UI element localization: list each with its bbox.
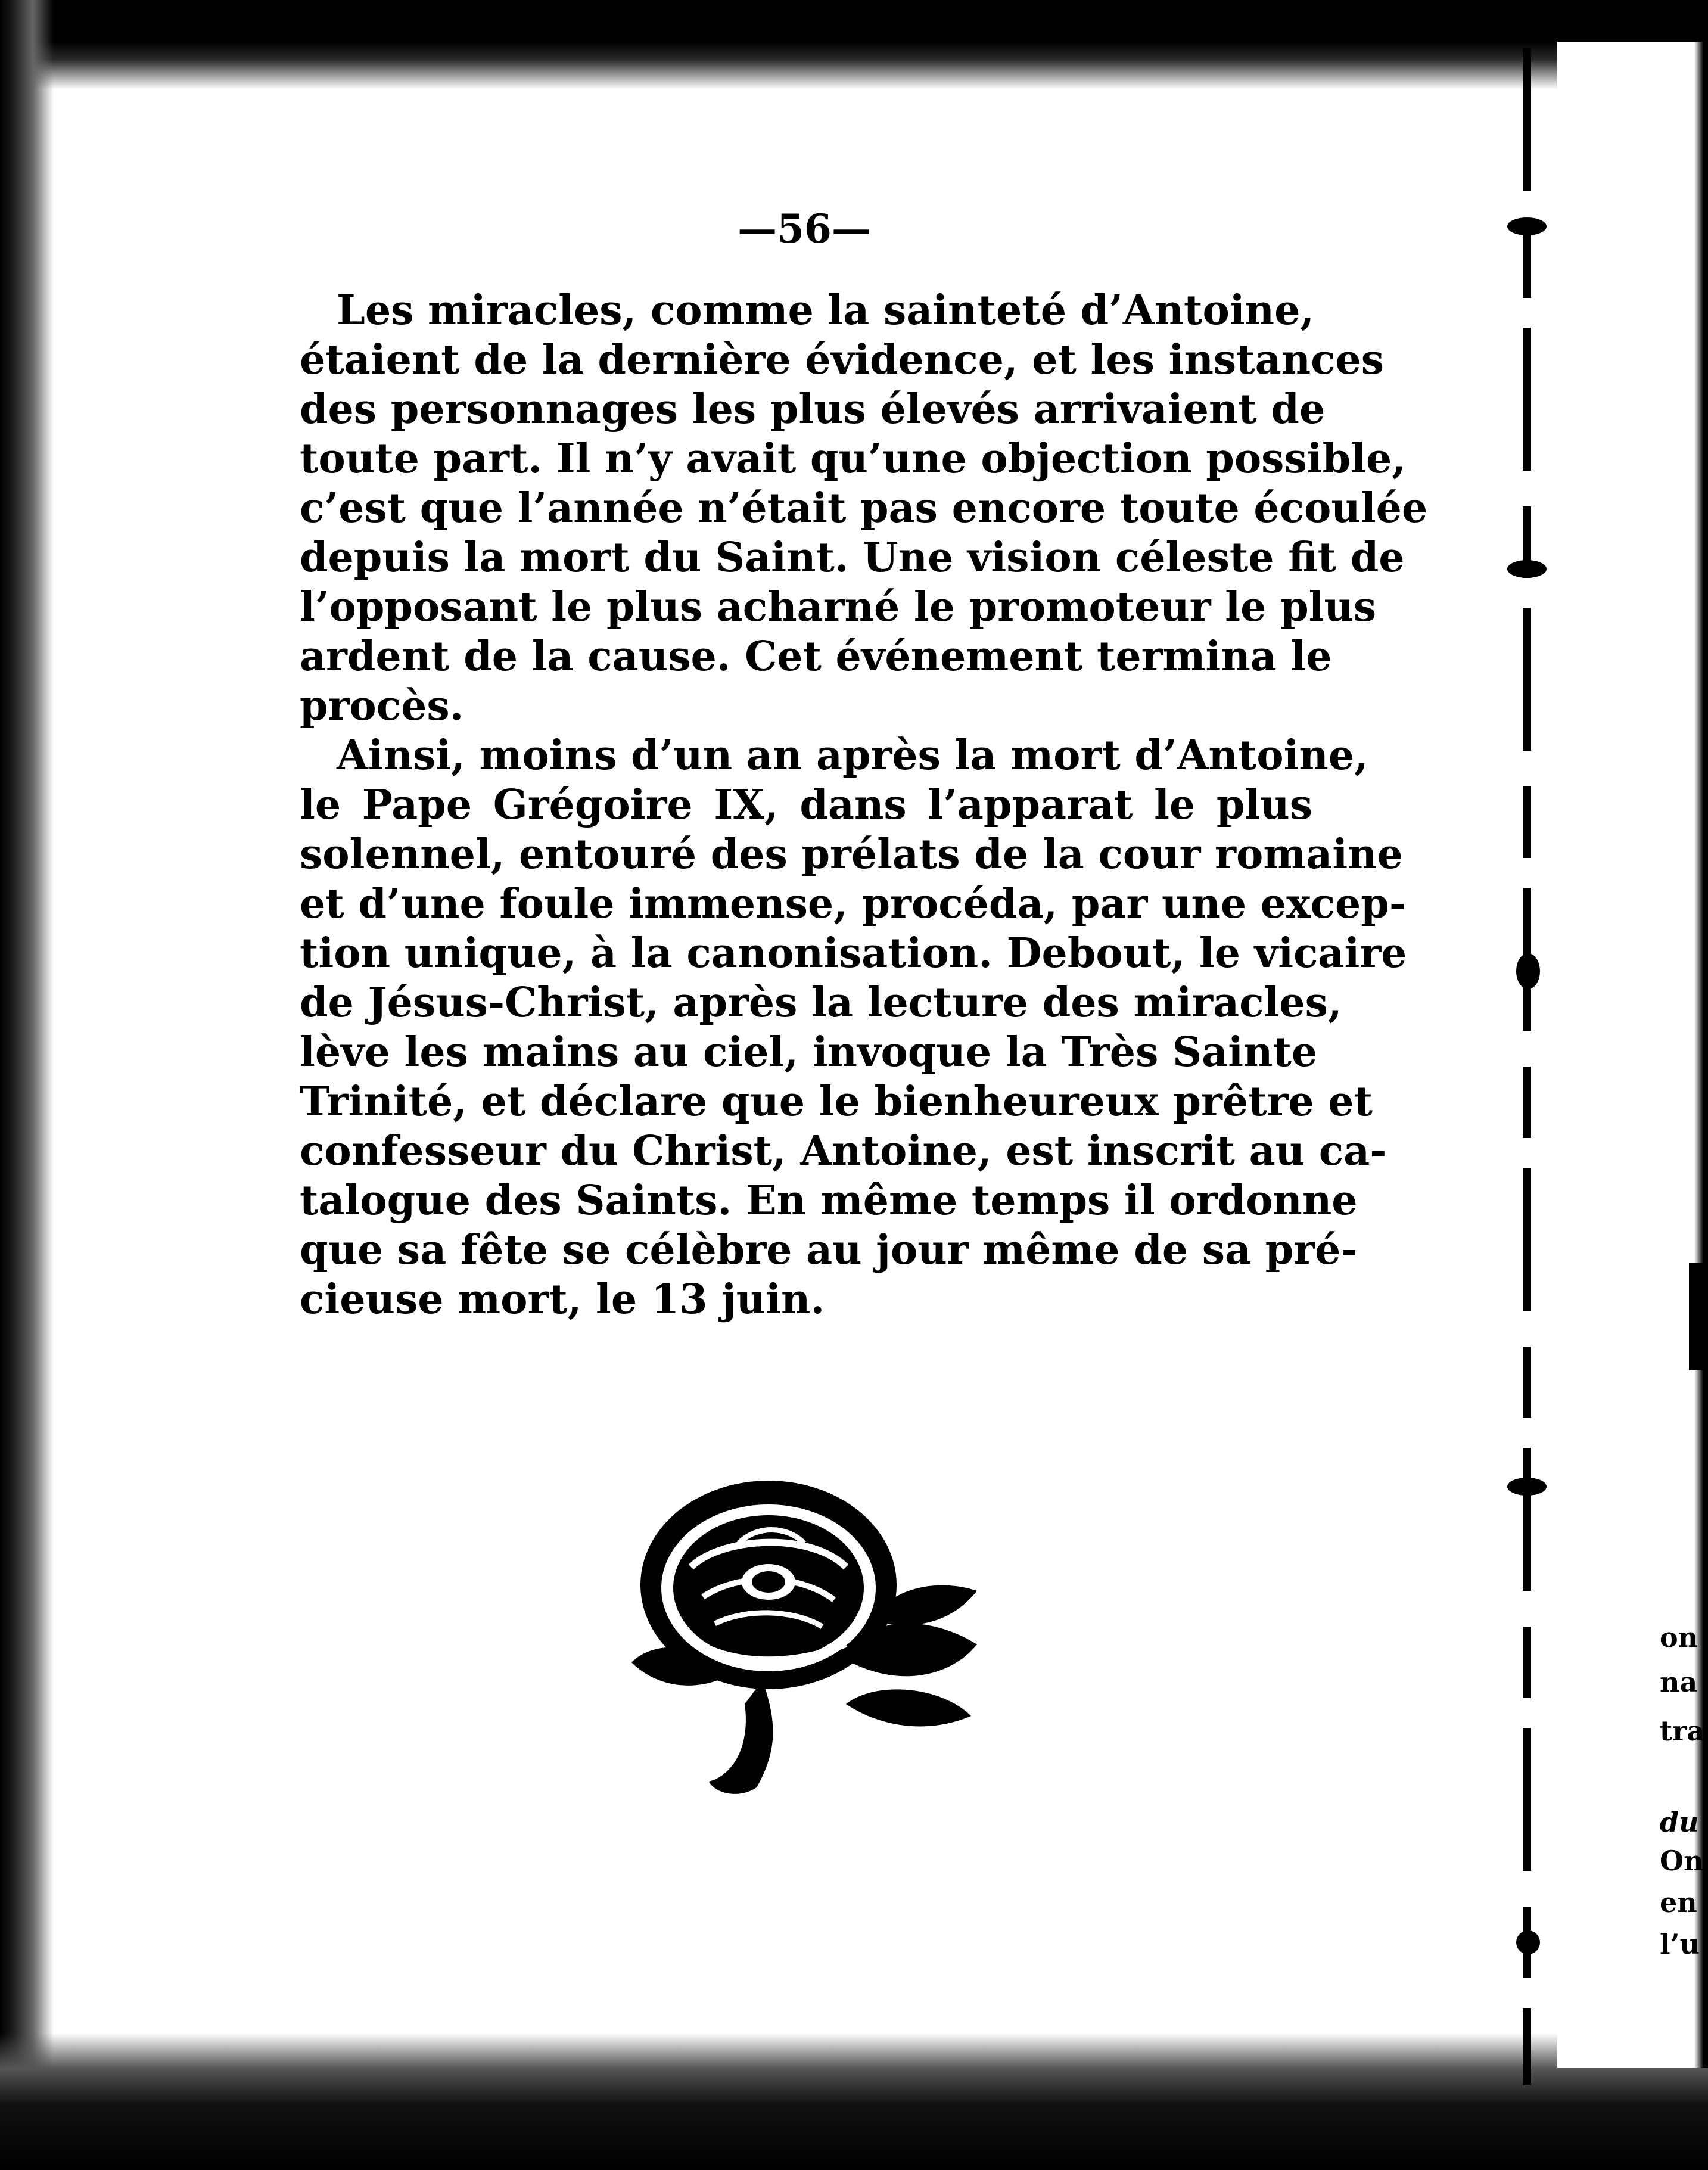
text-line: confesseur du Christ, Antoine, est inscrit au ca- (300, 1127, 1387, 1175)
binding-mark (1507, 1478, 1547, 1496)
rose-ornament-icon (620, 1466, 1013, 1823)
adjacent-page-fragment: tra (1660, 1715, 1705, 1747)
binding-mark (1507, 560, 1547, 578)
text-line: procès. (300, 682, 464, 730)
text-line: et d’une foule immense, procéda, par une excep- (300, 880, 1407, 928)
page-text (300, 286, 1428, 1325)
text-line: cieuse mort, le 13 juin. (300, 1276, 825, 1323)
text-line: ardent de la cause. Cet événement termina le (300, 633, 1332, 680)
text-line: de Jésus-Christ, après la lecture des miracles, (300, 979, 1342, 1027)
adjacent-page-fragment: on (1660, 1621, 1698, 1653)
text-line: c’est que l’année n’était pas encore toute écoulée (300, 484, 1428, 532)
text-line: talogue des Saints. En même temps il ordonne (300, 1177, 1358, 1224)
adjacent-page-fragment: l’u (1660, 1928, 1700, 1960)
text-line: solennel, entouré des prélats de la cour romaine (300, 831, 1403, 878)
text-line: Ainsi, moins d’un an après la mort d’Antoine, (337, 732, 1368, 779)
text-line: toute part. Il n’y avait qu’une objection possible, (300, 435, 1406, 483)
scan-edge-bottom (0, 2033, 1708, 2170)
text-line: Trinité, et déclare que le bienheureux prêtre et (300, 1078, 1373, 1126)
binding-line (1523, 48, 1531, 2085)
text-line: Les miracles, comme la sainteté d’Antoine, (337, 287, 1315, 334)
binding-mark (1516, 1930, 1540, 1954)
adjacent-page-fragment: du (1660, 1806, 1699, 1838)
paragraph (300, 286, 1428, 731)
adjacent-page-fragment: en (1660, 1886, 1697, 1919)
binding-mark (1516, 953, 1540, 989)
scan-edge-top (0, 0, 1708, 89)
page-number: —56— (738, 206, 871, 252)
text-line: tion unique, à la canonisation. Debout, le vicaire (300, 929, 1407, 977)
binding-mark (1507, 217, 1547, 235)
adjacent-page-fragment: On (1660, 1845, 1704, 1877)
text-line: depuis la mort du Saint. Une vision céleste fit de (300, 534, 1405, 582)
text-line: étaient de la dernière évidence, et les instances (300, 336, 1385, 384)
adjacent-page-fragment: na (1660, 1666, 1698, 1698)
text-line: lève les mains au ciel, invoque la Très Sainte (300, 1028, 1318, 1076)
paragraph (300, 731, 1407, 1325)
text-line: le Pape Grégoire IX, dans l’apparat le plus (300, 781, 1312, 829)
text-line: que sa fête se célèbre au jour même de sa pré- (300, 1226, 1358, 1274)
scan-edge-left (0, 0, 54, 2170)
adjacent-page (1557, 42, 1708, 2068)
text-line: l’opposant le plus acharné le promoteur le plus (300, 583, 1377, 631)
adjacent-page-mark (1689, 1263, 1708, 1370)
text-line: des personnages les plus élevés arrivaient de (300, 385, 1326, 433)
